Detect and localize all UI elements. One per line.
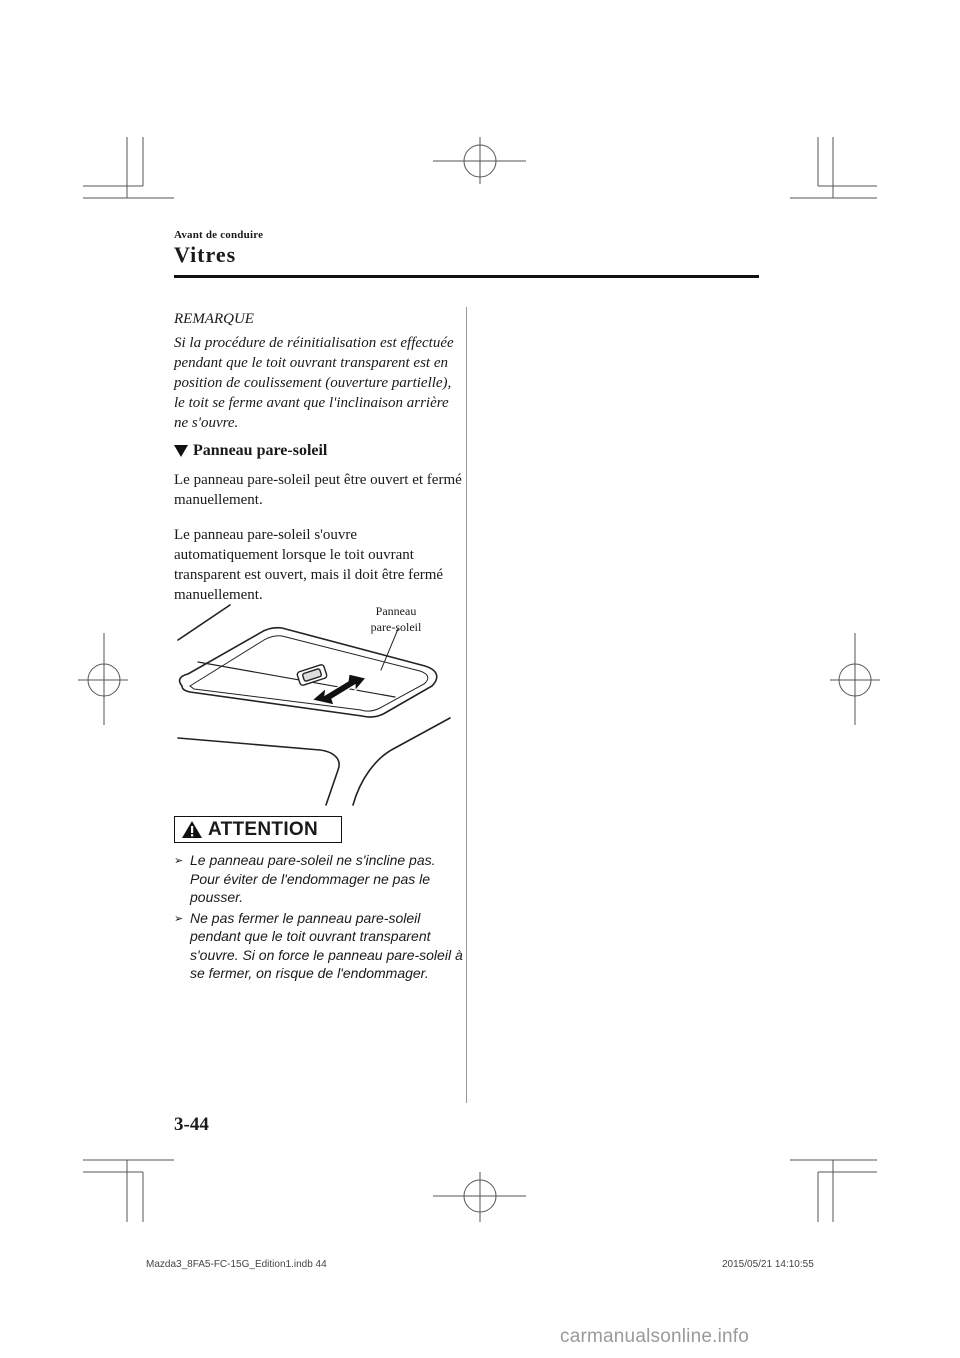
callout-label: Panneau pare-soleil (370, 604, 422, 634)
list-item (174, 909, 466, 983)
watermark: carmanualsonline.info (560, 1326, 750, 1347)
list-item (174, 851, 466, 907)
caution-banner (174, 816, 342, 843)
list-item-text: Le panneau pare-soleil ne s'incline pas. Pour éviter de l'endommager ne pas le pousser. (190, 852, 436, 905)
page-number: 3-44 (174, 1114, 209, 1135)
title-rule (174, 275, 759, 278)
bullet-marker: ➢ (174, 912, 184, 925)
section-kicker: Avant de conduire (174, 229, 264, 241)
print-file-name: Mazda3_8FA5-FC-15G_Edition1.indb 44 (146, 1259, 327, 1270)
paragraph: Le panneau pare-soleil s'ouvre automatiquement lorsque le toit ouvrant transparent est ouvert, mais il doit être fermé manuellement. (174, 527, 444, 603)
note-heading: REMARQUE (174, 311, 254, 327)
subsection-heading (174, 442, 327, 460)
paragraph: Le panneau pare-soleil peut être ouvert et fermé manuellement. (174, 472, 462, 508)
note-body: Si la procédure de réinitialisation est effectuée pendant que le toit ouvrant transparent est en position de coulissement (ouverture partielle), le toit se ferme avant que l'inclinaison arrière ne s'ouvre. (174, 335, 454, 431)
warning-icon (181, 820, 203, 839)
subsection-title: Panneau pare-soleil (193, 442, 328, 459)
list-item-text: Ne pas fermer le panneau pare-soleil pendant que le toit ouvrant transparent s'ouvre. Si on force le panneau pare-soleil à se fermer, on risque de l'endommager. (190, 909, 463, 981)
print-timestamp: 2015/05/21 14:10:55 (722, 1259, 814, 1270)
column-divider (466, 307, 467, 1103)
bullet-marker: ➢ (174, 855, 184, 867)
caution-list (174, 851, 466, 985)
section-title: Vitres (174, 242, 237, 267)
triangle-down-icon (174, 445, 188, 457)
caution-label: ATTENTION (208, 818, 319, 840)
